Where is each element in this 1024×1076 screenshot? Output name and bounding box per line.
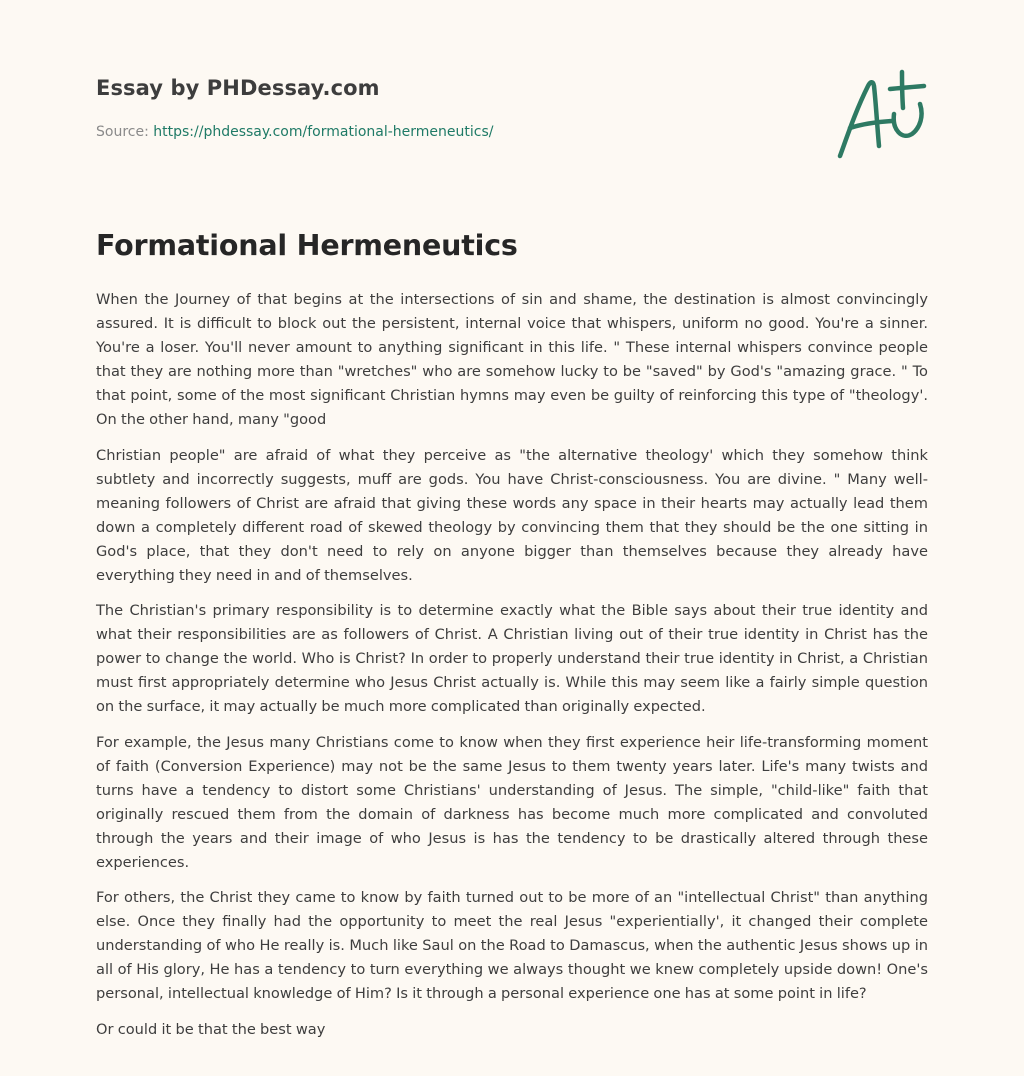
paragraph: Or could it be that the best way xyxy=(96,1020,326,1038)
paragraph: Christian people" are afraid of what they perceive as "the alternative theology' which they somehow think subtlety and incorrectly suggests, muff are gods. You have Christ-consciousness. You are divine. " Many well-meaning followers of Christ are afraid that giving these words any space in their hearts may actually lead them down a completely different road of skewed theology by convincing them that they should be the one sitting in God's place, that they don't need to rely on anyone bigger than themselves because they already have everything they need in and of themselves. xyxy=(96,446,928,584)
brand-title: Essay by PHDessay.com xyxy=(96,76,380,100)
paragraph: The Christian's primary responsibility is to determine exactly what the Bible says about their true identity and what their responsibilities are as followers of Christ. A Christian living out of their true identity in Christ has the power to change the world. Who is Christ? In order to properly understand their true identity in Christ, a Christian must first appropriately determine who Jesus Christ actually is. While this may seem like a fairly simple question on the surface, it may actually be much more complicated than originally expected. xyxy=(96,602,928,715)
source-link[interactable]: https://phdessay.com/formational-hermeneutics/ xyxy=(153,124,494,140)
a-plus-logo-icon xyxy=(832,64,932,164)
source-line xyxy=(96,124,493,140)
essay-title: Formational Hermeneutics xyxy=(96,229,518,262)
source-label: Source: xyxy=(96,124,149,140)
paragraph: For others, the Christ they came to know by faith turned out to be more of an "intellectual Christ" than anything else. Once they finally had the opportunity to meet the real Jesus "experientially', it changed their complete understanding of who He really is. Much like Saul on the Road to Damascus, when the authentic Jesus shows up in all of His glory, He has a tendency to turn everything we always thought we knew completely upside down! One's personal, intellectual knowledge of Him? Is it through a personal experience one has at some point in life? xyxy=(96,889,928,1002)
essay-body xyxy=(96,288,928,1042)
paragraph: For example, the Jesus many Christians come to know when they first experience heir life-transforming moment of faith (Conversion Experience) may not be the same Jesus to them twenty years later. Life's many twists and turns have a tendency to distort some Christians' understanding of Jesus. The simple, "child-like" faith that originally rescued them from the domain of darkness has become much more complicated and convoluted through the years and their image of who Jesus is has the tendency to be drastically altered through these experiences. xyxy=(96,733,928,871)
paragraph: When the Journey of that begins at the intersections of sin and shame, the destination is almost convincingly assured. It is difficult to block out the persistent, internal voice that whispers, uniform no good. You're a sinner. You're a loser. You'll never amount to anything significant in this life. " These internal whispers convince people that they are nothing more than "wretches" who are somehow lucky to be "saved" by God's "amazing grace. " To that point, some of the most significant Christian hymns may even be guilty of reinforcing this type of "theology'. On the other hand, many "good xyxy=(96,291,928,428)
header xyxy=(96,0,928,200)
